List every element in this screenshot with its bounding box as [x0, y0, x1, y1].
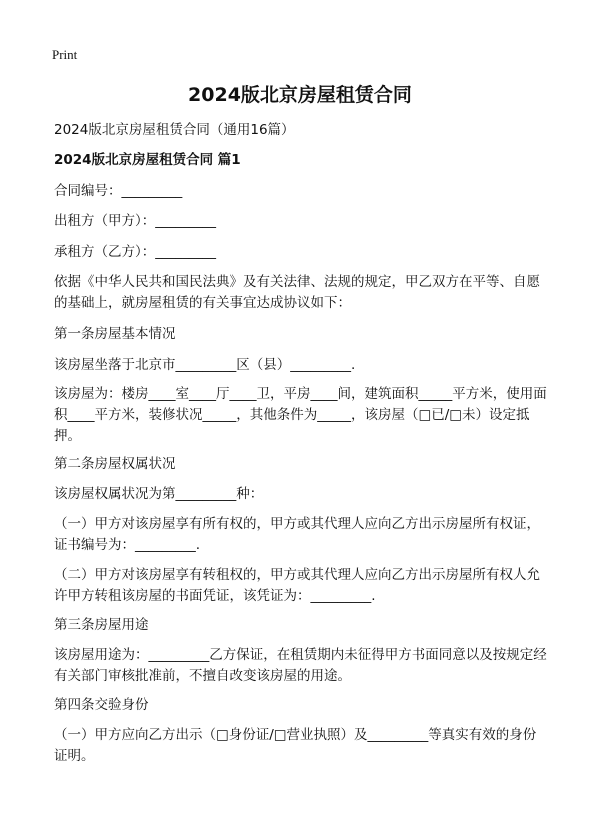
document-subtitle: 2024版北京房屋租赁合同（通用16篇） [54, 122, 295, 138]
article3-title: 第三条房屋用途 [54, 617, 149, 633]
article4-item1: （一）甲方应向乙方出示（□身份证/□营业执照）及_________等真实有效的身份证明。 [54, 727, 537, 764]
lessor-line: 出租方（甲方）：_________ [54, 213, 216, 229]
article2-item2: （二）甲方对该房屋享有转租权的，甲方或其代理人应向乙方出示房屋所有权人允许甲方转租该房屋的书面凭证，该凭证为：_________. [54, 567, 540, 604]
contract-number-line: 合同编号：_________ [54, 183, 183, 199]
article1-detail: 该房屋为：楼房____室____厅____卫，平房____间，建筑面积_____平方米，使用面积____平方米，装修状况_____，其他条件为_____，该房屋（□已/□未）设定抵押。 [54, 386, 547, 444]
document-title: 2024版北京房屋租赁合同 [188, 84, 412, 106]
article1-title: 第一条房屋基本情况 [54, 326, 176, 342]
intro-paragraph: 依据《中华人民共和国民法典》及有关法律、法规的规定，甲乙双方在平等、自愿的基础上，就房屋租赁的有关事宜达成协议如下： [54, 274, 540, 311]
print-button[interactable]: Print [52, 47, 78, 62]
article2-title: 第二条房屋权属状况 [54, 456, 176, 472]
lessee-line: 承租方（乙方）：_________ [54, 244, 216, 260]
article1-location: 该房屋坐落于北京市_________区（县）_________. [54, 357, 356, 373]
article2-status: 该房屋权属状况为第_________种： [54, 486, 264, 502]
article4-title: 第四条交验身份 [54, 697, 149, 713]
section-heading: 2024版北京房屋租赁合同 篇1 [54, 152, 241, 168]
article3-text: 该房屋用途为：_________乙方保证，在租赁期内未征得甲方书面同意以及按规定经有关部门审核批准前，不擅自改变该房屋的用途。 [54, 647, 547, 684]
article2-item1: （一）甲方对该房屋享有所有权的，甲方或其代理人应向乙方出示房屋所有权证，证书编号为：_________. [54, 516, 540, 553]
